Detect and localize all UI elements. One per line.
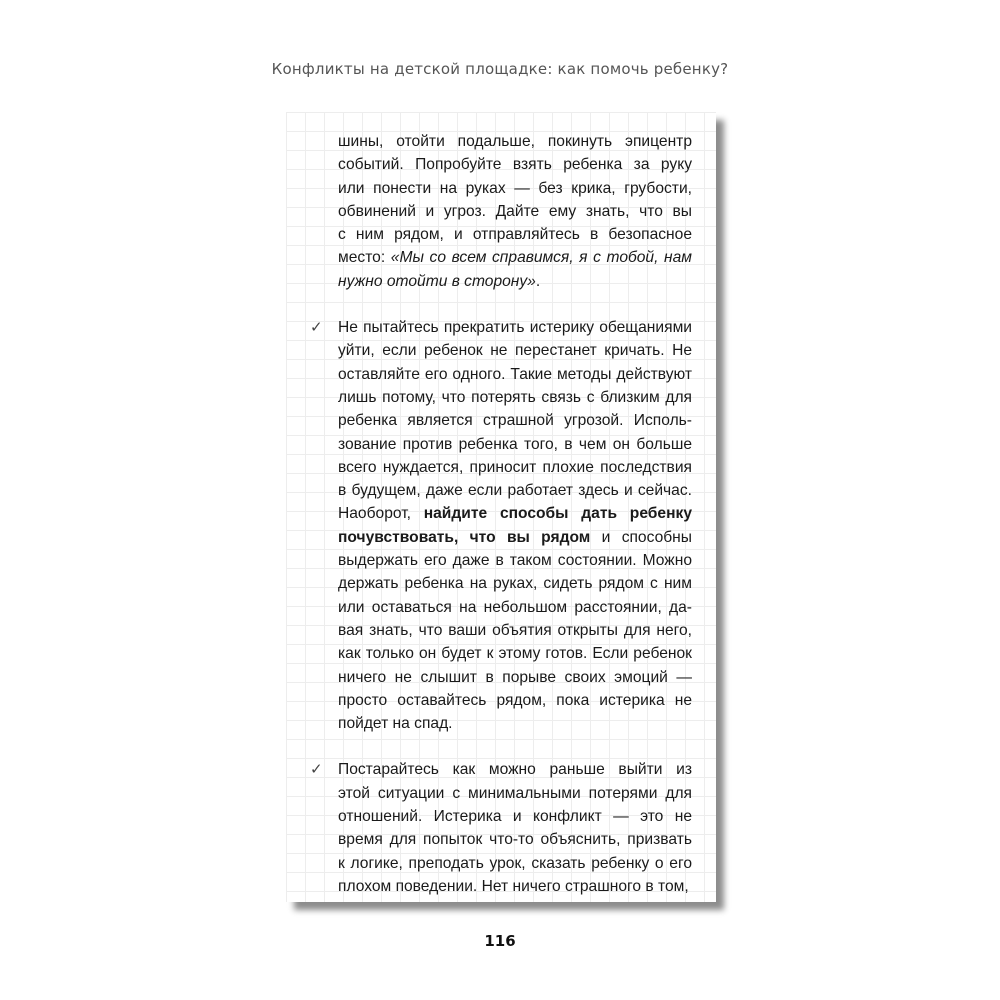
text-line <box>338 386 692 409</box>
text-line <box>338 456 692 479</box>
text-line <box>338 782 692 805</box>
running-header: Конфликты на детской площадке: как помочь ребенку? <box>271 60 729 78</box>
text-line <box>338 363 692 386</box>
text-run: плохом поведении. Нет ничего страшного в том, <box>338 877 689 895</box>
text-line <box>338 828 692 851</box>
text-run: уйти, если ребенок не перестанет кричать. Не <box>338 342 692 360</box>
book-page <box>286 112 716 902</box>
text-line <box>338 758 692 781</box>
text-line <box>338 339 692 362</box>
text-run: выдержать его даже в таком состоянии. Можно <box>338 552 692 570</box>
text-line <box>338 666 692 689</box>
text-run: отношений. Истерика и конфликт — это не <box>338 808 692 826</box>
text-line <box>338 875 692 898</box>
text-line <box>338 805 692 828</box>
text-run: к логике, преподать урок, сказать ребенку о его <box>338 854 692 872</box>
text-line <box>338 549 692 572</box>
text-run: время для попыток что-то объяснить, призвать <box>338 831 692 849</box>
text-line <box>338 130 692 153</box>
bold-text: почувствовать, что вы рядом <box>338 528 591 546</box>
text-run: зование против ребенка того, в чем он больше <box>338 435 692 453</box>
text-run: Наоборот, <box>338 505 424 523</box>
checkmark-icon: ✓ <box>310 318 323 337</box>
text-line <box>338 712 692 735</box>
paragraph <box>338 130 692 293</box>
text-line <box>338 200 692 223</box>
text-run: Постарайтесь как можно раньше выйти из <box>338 761 692 779</box>
text-line <box>338 642 692 665</box>
text-run: . <box>535 272 541 290</box>
checkmark-icon: ✓ <box>310 760 323 779</box>
page-number: 116 <box>484 932 516 950</box>
text-run: или понести на руках — без крика, грубости, <box>338 179 692 197</box>
page-body <box>310 130 692 902</box>
text-run: оставляйте его одного. Такие методы действуют <box>338 365 692 383</box>
text-run: с ним рядом, и отправляйтесь в безопасное <box>338 226 692 244</box>
text-line <box>338 572 692 595</box>
italic-text: «Мы со всем справимся, я с тобой, нам <box>390 249 692 267</box>
text-run: просто оставайтесь рядом, пока истерика не <box>338 691 692 709</box>
text-line <box>338 852 692 875</box>
text-run: в будущем, даже если работает здесь и сейчас. <box>338 482 692 500</box>
text-line <box>338 316 692 339</box>
text-run: лишь потому, что потерять связь с близким для <box>338 388 692 406</box>
text-run: событий. Попробуйте взять ребенка за руку <box>338 156 692 174</box>
text-line <box>338 153 692 176</box>
text-run: этой ситуации с минимальными потерями для <box>338 784 692 802</box>
text-line <box>338 479 692 502</box>
text-run: ребенка является страшной угрозой. Исполь- <box>338 412 692 430</box>
text-run: или оставаться на небольшом расстоянии, да- <box>338 598 692 616</box>
text-run: шины, отойти подальше, покинуть эпицентр <box>338 133 692 150</box>
text-line <box>338 246 692 269</box>
text-run: как только он будет к этому готов. Если ребенок <box>338 645 692 663</box>
text-run: всего нуждается, приносит плохие последствия <box>338 458 692 476</box>
italic-text: нужно отойти в сторону» <box>338 272 536 290</box>
bold-text: найдите способы дать ребенку <box>423 505 692 523</box>
text-line <box>338 526 692 549</box>
text-run: вая знать, что ваши объятия открыты для него, <box>338 621 692 639</box>
text-run: держать ребенка на руках, сидеть рядом с ним <box>338 575 692 593</box>
text-run: обвинений и угроз. Дайте ему знать, что вы <box>338 202 692 220</box>
text-line <box>338 502 692 525</box>
text-line <box>338 409 692 432</box>
text-line <box>338 689 692 712</box>
text-line <box>338 223 692 246</box>
text-line <box>338 270 692 293</box>
text-run: и способны <box>590 528 692 546</box>
text-run: пойдет на спад. <box>338 715 453 733</box>
text-line <box>338 433 692 456</box>
paragraph <box>310 316 692 735</box>
text-line <box>338 596 692 619</box>
text-line <box>338 177 692 200</box>
text-run: ничего не слышит в порыве своих эмоций — <box>338 668 692 686</box>
text-run: Не пытайтесь прекратить истерику обещаниями <box>338 319 692 337</box>
text-line <box>338 619 692 642</box>
paragraph <box>310 758 692 898</box>
text-run: место: <box>338 249 391 267</box>
